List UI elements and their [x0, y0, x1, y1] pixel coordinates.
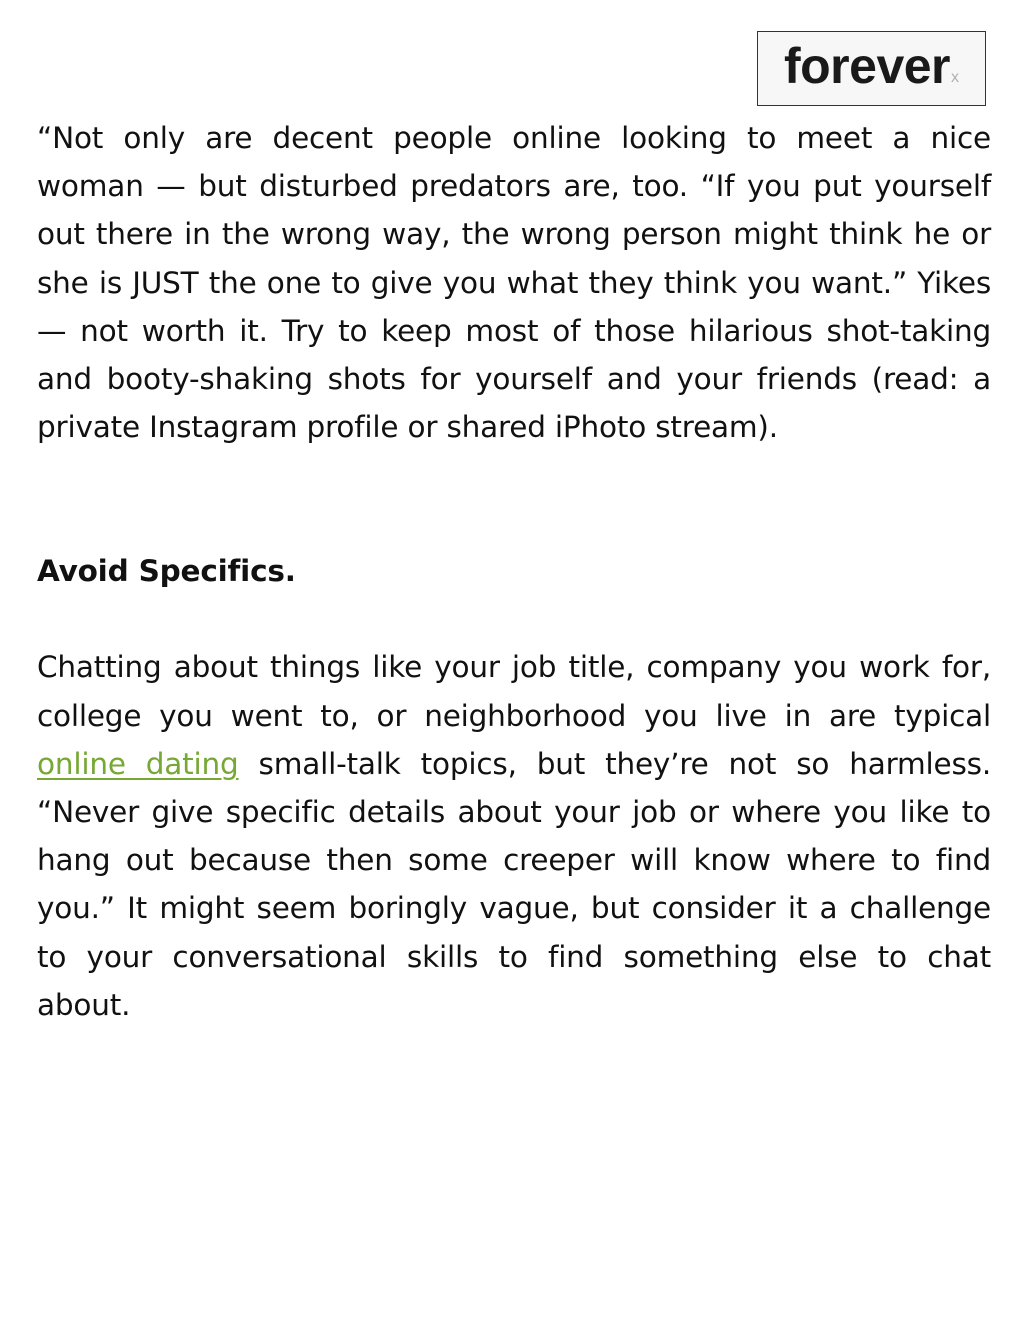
- quote-paragraph: “Not only are decent people online looking to meet a nice woman — but disturbed predators are, too. “If you put yourself out there in the wrong way, the wrong person might think he or she is JUST the one to give you what they think you want.” Yikes — not worth it. Try to keep most of those hilarious shot-taking and booty-shaking shots for yourself and your friends (read: a private Instagram profile or shared iPhoto stream).: [37, 121, 991, 445]
- article-body: [37, 114, 991, 1029]
- section-spacer: [37, 451, 991, 547]
- paragraph-text-after-link: small-talk topics, but they’re not so harmless. “Never give specific details about your job or where you like to hang out because then some creeper will know where to find you.” It might seem boringly vague, but consider it a challenge to your conversational skills to find something else to chat about.: [37, 746, 991, 1022]
- heading-spacer: [37, 595, 991, 643]
- logo-x-mark: x: [951, 69, 960, 86]
- paragraph-text-before-link: Chatting about things like your job title, company you work for, college you went to, or neighborhood you live in are typical: [37, 650, 991, 733]
- specifics-paragraph: [37, 643, 991, 1029]
- section-heading: Avoid Specifics.: [37, 554, 296, 589]
- logo-wordmark: forever: [783, 37, 951, 94]
- online-dating-link[interactable]: online dating: [37, 746, 239, 781]
- forever-logo: [757, 31, 986, 106]
